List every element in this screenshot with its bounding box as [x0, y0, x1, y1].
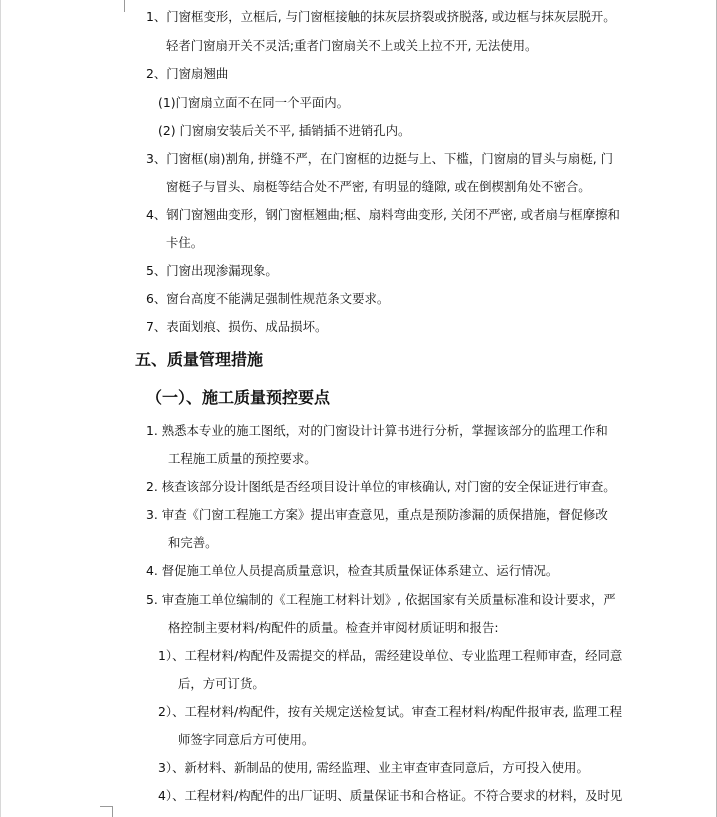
- defect-line: 卡住。: [166, 235, 204, 250]
- defect-line: 窗梃子与冒头、扇梃等结合处不严密, 有明显的缝隙, 或在倒楔割角处不密合。: [166, 179, 591, 194]
- measure-line: 4. 督促施工单位人员提高质量意识，检查其质量保证体系建立、运行情况。: [146, 563, 559, 578]
- defect-line: 4、钢门窗翘曲变形，钢门窗框翘曲;框、扇料弯曲变形, 关闭不严密, 或者扇与框摩擦和: [146, 207, 620, 222]
- measure-line: 2. 核查该部分设计图纸是否经项目设计单位的审核确认, 对门窗的安全保证进行审查。: [146, 479, 616, 494]
- measure-line: 3）、新材料、新制品的使用, 需经监理、业主审查审查同意后，方可投入使用。: [158, 760, 589, 775]
- crop-mark-top: [112, 0, 125, 12]
- defect-line: (2) 门窗扇安装后关不平, 插销插不进销孔内。: [158, 123, 411, 138]
- defect-line: 7、表面划痕、损伤、成品损坏。: [146, 319, 328, 334]
- measure-line: 4）、工程材料/构配件的出厂证明、质量保证书和合格证。不符合要求的材料，及时见: [158, 788, 623, 803]
- measure-line: 2）、工程材料/构配件，按有关规定送检复试。审查工程材料/构配件报审表, 监理工程: [158, 704, 622, 719]
- measure-line: 格控制主要材料/构配件的质量。检查并审阅材质证明和报告:: [168, 620, 499, 635]
- measure-line: 1）、工程材料/构配件及需提交的样品，需经建设单位、专业监理工程师审查，经同意: [158, 648, 623, 663]
- measure-line: 师签字同意后方可使用。: [178, 732, 315, 747]
- defect-line: 5、门窗出现渗漏现象。: [146, 263, 278, 278]
- defect-line: 3、门窗框(扇)割角, 拼缝不严，在门窗框的边挺与上、下槛，门窗扇的冒头与扇梃, 门: [146, 151, 613, 166]
- defect-line: (1)门窗扇立面不在同一个平面内。: [158, 95, 350, 110]
- measure-line: 5. 审查施工单位编制的《工程施工材料计划》, 依据国家有关质量标准和设计要求，严: [146, 592, 616, 607]
- defect-line: 1、门窗框变形，立框后, 与门窗框接触的抹灰层挤裂或挤脱落, 或边框与抹灰层脱开。: [146, 9, 616, 24]
- measure-line: 后，方可订货。: [178, 676, 265, 691]
- defect-line: 轻者门窗扇开关不灵活;重者门窗扇关不上或关上拉不开, 无法使用。: [166, 38, 538, 53]
- defect-line: 6、窗台高度不能满足强制性规范条文要求。: [146, 291, 390, 306]
- defect-line: 2、门窗扇翘曲: [146, 66, 229, 81]
- crop-mark-bottom: [100, 806, 113, 817]
- section-title: 五、质量管理措施: [135, 350, 264, 369]
- measure-line: 工程施工质量的预控要求。: [168, 451, 317, 466]
- measure-line: 和完善。: [168, 535, 218, 550]
- page-edge-left: [0, 0, 1, 817]
- measure-line: 3. 审查《门窗工程施工方案》提出审查意见，重点是预防渗漏的质保措施，督促修改: [146, 507, 608, 522]
- subsection-title: （一）、施工质量预控要点: [146, 388, 331, 407]
- measure-line: 1. 熟悉本专业的施工图纸，对的门窗设计计算书进行分析，掌握该部分的监理工作和: [146, 423, 608, 438]
